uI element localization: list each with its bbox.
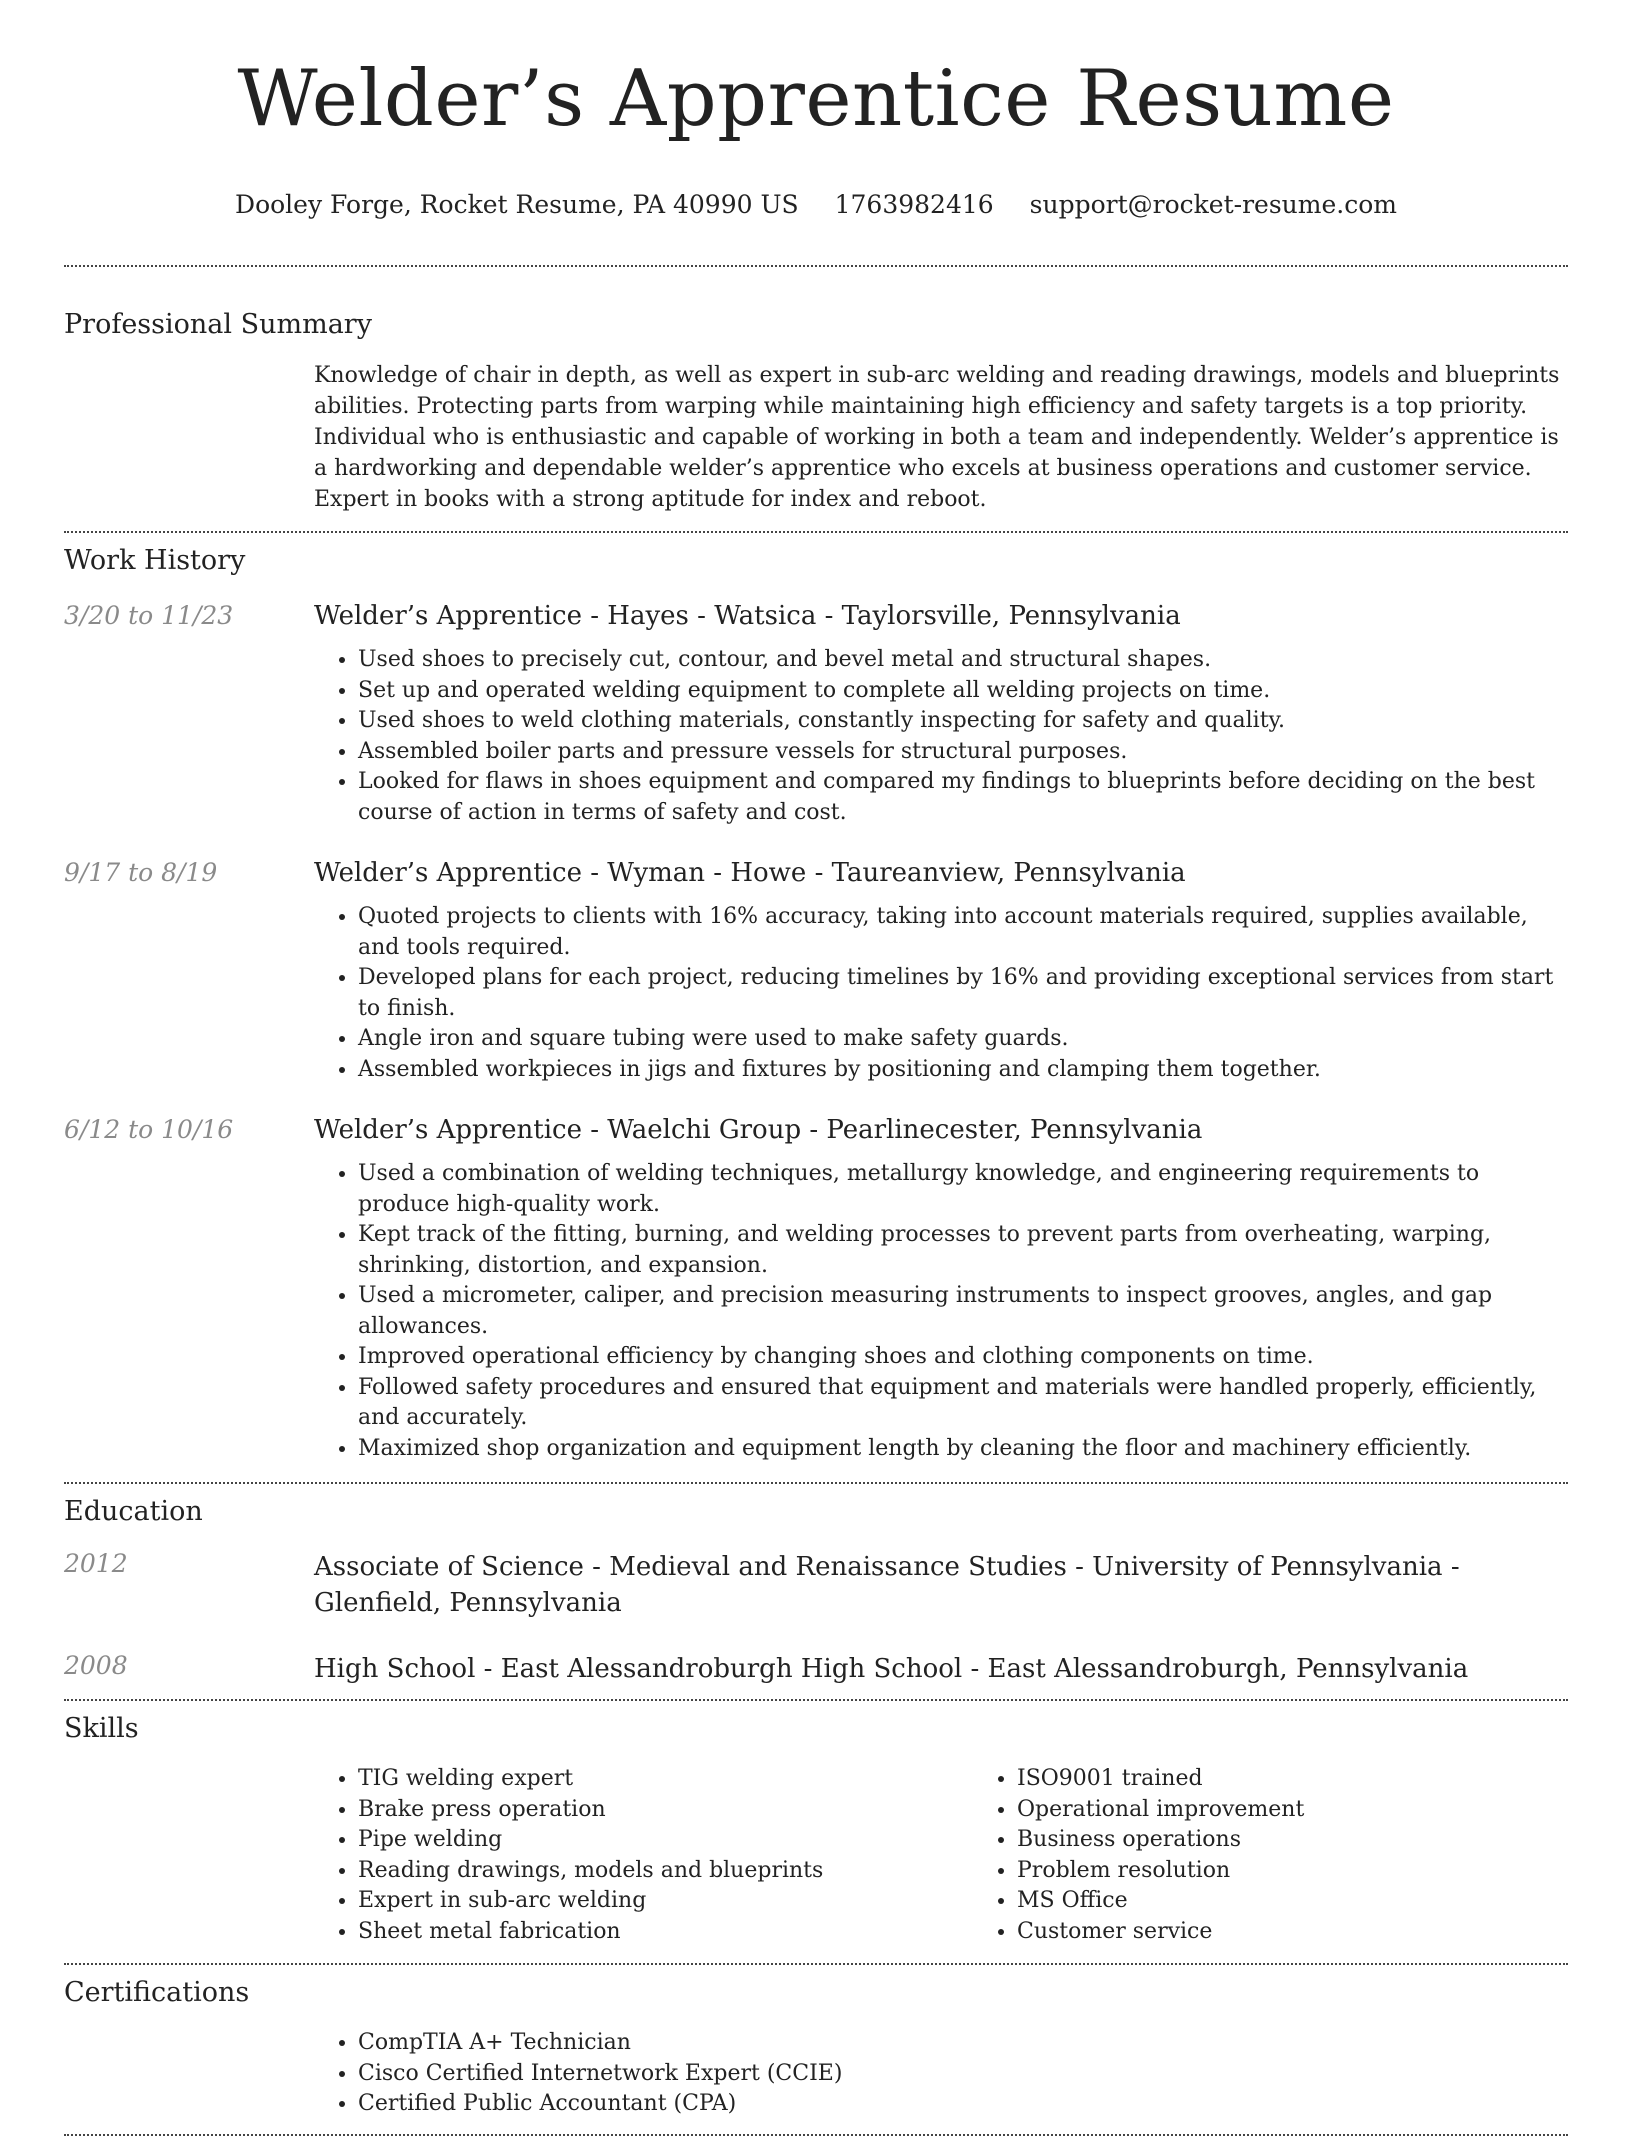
job-title: Welder’s Apprentice - Waelchi Group - Pearlinecester, Pennsylvania — [314, 1115, 1203, 1146]
list-item: • Customer service — [1017, 1917, 1632, 1948]
skills-list-right — [973, 1764, 1632, 1947]
summary-row — [64, 360, 1568, 515]
job-title: Welder’s Apprentice - Hayes - Watsica - Taylorsville, Pennsylvania — [314, 601, 1181, 632]
contact-email: support@rocket-resume.com — [1029, 190, 1397, 220]
resume-title: Welder’s Apprentice Resume — [237, 54, 1395, 144]
skills-list-left — [314, 1764, 973, 1947]
list-item: • CompTIA A+ Technician — [358, 2028, 1568, 2059]
list-item: • TIG welding expert — [358, 1764, 973, 1795]
education-title: High School - East Alessandroburgh High School - East Alessandroburgh, Pennsylvania — [314, 1654, 1469, 1685]
section-heading-education: Education — [64, 1496, 203, 1528]
job-entry — [64, 858, 1568, 1085]
resume-page — [64, 0, 1568, 2136]
contact-phone: 1763982416 — [834, 190, 994, 220]
list-item: • Improved operational efficiency by changing shoes and clothing components on time. — [358, 1342, 1568, 1373]
section-heading-skills: Skills — [64, 1713, 139, 1745]
job-dates: 9/17 to 8/19 — [64, 858, 218, 888]
divider — [64, 2134, 1568, 2136]
list-item: • ISO9001 trained — [1017, 1764, 1632, 1795]
contact-address: Dooley Forge, Rocket Resume, PA 40990 US — [235, 190, 799, 220]
list-item: • Reading drawings, models and blueprints — [358, 1856, 973, 1887]
list-item: • Followed safety procedures and ensured that equipment and materials were handled properly, efficiently, and accurately. — [358, 1373, 1568, 1434]
divider — [64, 265, 1568, 267]
summary-text: Knowledge of chair in depth, as well as expert in sub-arc welding and reading drawings, models and blueprints abilities. Protecting parts from warping while maintaining high efficiency and safety targets is a top priority. Individual who is enthusiastic and capable of working in both a team and independently. Welder’s apprentice is a hardworking and dependable welder’s apprentice who excels at business operations and customer service. Expert in books with a strong aptitude for index and reboot. — [314, 363, 1560, 513]
list-item: • Assembled workpieces in jigs and fixtures by positioning and clamping them together. — [358, 1055, 1568, 1086]
list-item: • Expert in sub-arc welding — [358, 1886, 973, 1917]
job-dates: 6/12 to 10/16 — [64, 1115, 234, 1145]
section-heading-work: Work History — [64, 545, 246, 577]
list-item: • Quoted projects to clients with 16% accuracy, taking into account materials required, supplies available, and tools required. — [358, 902, 1568, 963]
certifications-row — [64, 2028, 1568, 2120]
job-entry — [64, 1115, 1568, 1464]
list-item: • Used a combination of welding techniques, metallurgy knowledge, and engineering requirements to produce high-quality work. — [358, 1159, 1568, 1220]
certifications-list — [314, 2028, 1568, 2120]
list-item: • Angle iron and square tubing were used to make safety guards. — [358, 1024, 1568, 1055]
list-item: • Set up and operated welding equipment to complete all welding projects on time. — [358, 676, 1568, 707]
job-entry — [64, 601, 1568, 828]
job-title: Welder’s Apprentice - Wyman - Howe - Taureanview, Pennsylvania — [314, 858, 1186, 889]
job-bullets — [314, 902, 1568, 1085]
section-heading-summary: Professional Summary — [64, 309, 372, 341]
list-item: • Pipe welding — [358, 1825, 973, 1856]
section-heading-certifications: Certifications — [64, 1977, 250, 2009]
contact-line — [64, 190, 1568, 219]
list-item: • Maximized shop organization and equipment length by cleaning the floor and machinery efficiently. — [358, 1434, 1568, 1465]
skills-row — [64, 1764, 1568, 1947]
skills-grid — [314, 1764, 1632, 1947]
list-item: • Kept track of the fitting, burning, and welding processes to prevent parts from overheating, warping, shrinking, distortion, and expansion. — [358, 1220, 1568, 1281]
list-item: • Business operations — [1017, 1825, 1632, 1856]
divider — [64, 1482, 1568, 1484]
list-item: • Cisco Certified Internetwork Expert (CCIE) — [358, 2059, 1568, 2090]
list-item: • Developed plans for each project, reducing timelines by 16% and providing exceptional services from start to finish. — [358, 963, 1568, 1024]
education-year: 2012 — [64, 1549, 128, 1579]
education-year: 2008 — [64, 1651, 128, 1681]
education-entry — [64, 1651, 1568, 1687]
list-item: • Used shoes to weld clothing materials, constantly inspecting for safety and quality. — [358, 706, 1568, 737]
education-title: Associate of Science - Medieval and Renaissance Studies - University of Pennsylvania - Glenfield, Pennsylvania — [314, 1552, 1460, 1619]
education-entry — [64, 1549, 1568, 1621]
list-item: • MS Office — [1017, 1886, 1632, 1917]
divider — [64, 531, 1568, 533]
divider — [64, 1963, 1568, 1965]
list-item: • Sheet metal fabrication — [358, 1917, 973, 1948]
job-dates: 3/20 to 11/23 — [64, 601, 234, 631]
divider — [64, 1699, 1568, 1701]
list-item: • Assembled boiler parts and pressure vessels for structural purposes. — [358, 737, 1568, 768]
list-item: • Operational improvement — [1017, 1795, 1632, 1826]
list-item: • Looked for flaws in shoes equipment and compared my findings to blueprints before deciding on the best course of action in terms of safety and cost. — [358, 767, 1568, 828]
list-item: • Used shoes to precisely cut, contour, and bevel metal and structural shapes. — [358, 645, 1568, 676]
list-item: • Certified Public Accountant (CPA) — [358, 2089, 1568, 2120]
job-bullets — [314, 1159, 1568, 1464]
list-item: • Used a micrometer, caliper, and precision measuring instruments to inspect grooves, angles, and gap allowances. — [358, 1281, 1568, 1342]
job-bullets — [314, 645, 1568, 828]
list-item: • Problem resolution — [1017, 1856, 1632, 1887]
list-item: • Brake press operation — [358, 1795, 973, 1826]
